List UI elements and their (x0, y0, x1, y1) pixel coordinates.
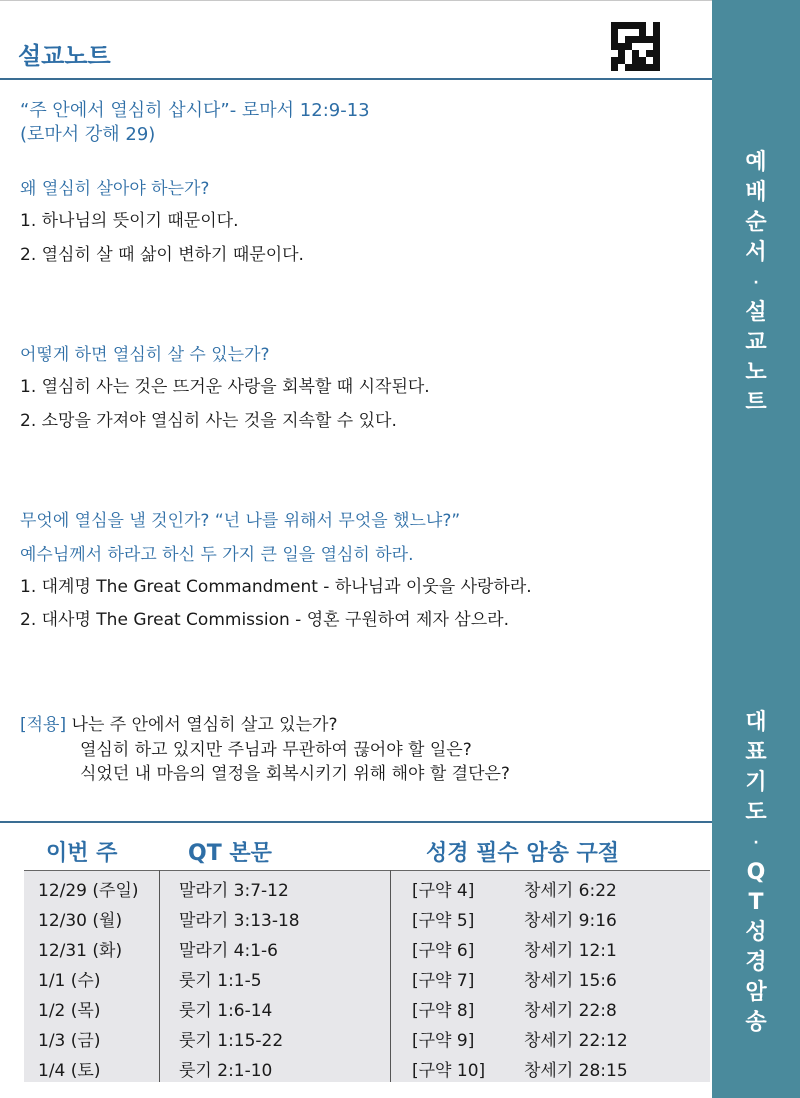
verse-number-cell: [구약 6] (412, 941, 475, 961)
question-subheading: 예수님께서 하라고 하신 두 가지 큰 일을 열심히 하라. (20, 545, 414, 565)
verse-number-cell: [구약 4] (412, 881, 475, 901)
column-header-week: 이번 주 (46, 841, 118, 866)
qr-module (611, 57, 618, 64)
qr-module (639, 64, 646, 71)
qr-module (632, 50, 639, 57)
table-row (24, 930, 710, 960)
date-cell: 1/2 (목) (38, 1001, 101, 1021)
qr-module (646, 43, 653, 50)
date-cell: 1/4 (토) (38, 1061, 101, 1081)
qr-module (611, 36, 618, 43)
qr-module (653, 50, 660, 57)
list-item: 2. 대사명 The Great Commission - 영혼 구원하여 제자 삼으라. (20, 610, 509, 630)
application-text: 식었던 내 마음의 열정을 회복시키기 위해 해야 할 결단은? (80, 764, 510, 784)
qr-module (653, 43, 660, 50)
sidebar-char: 교 (745, 330, 767, 355)
sidebar-char: 도 (745, 800, 767, 825)
qr-module (653, 29, 660, 36)
qt-passage-cell: 말라기 4:1-6 (179, 941, 278, 961)
qr-module (618, 29, 625, 36)
qr-module (646, 29, 653, 36)
question-heading: 무엇에 열심을 낼 것인가? “넌 나를 위해서 무엇을 했느냐?” (20, 511, 461, 531)
list-item: 1. 하나님의 뜻이기 때문이다. (20, 211, 239, 231)
verse-reference-cell: 창세기 6:22 (524, 881, 617, 901)
sidebar-char: · (753, 835, 759, 851)
qr-module (625, 57, 632, 64)
date-cell: 1/3 (금) (38, 1031, 101, 1051)
qr-module (653, 36, 660, 43)
table-top-border (24, 870, 710, 871)
verse-reference-cell: 창세기 22:12 (524, 1031, 628, 1051)
table-row (24, 1020, 710, 1050)
qr-module (639, 36, 646, 43)
sidebar-char: 트 (745, 390, 767, 415)
qr-module (618, 22, 625, 29)
qr-module (625, 64, 632, 71)
column-divider (390, 870, 391, 1082)
qr-module (618, 57, 625, 64)
qr-module (639, 29, 646, 36)
qr-module (632, 36, 639, 43)
column-header-memory-verse: 성경 필수 암송 구절 (426, 841, 619, 866)
date-cell: 12/29 (주일) (38, 881, 139, 901)
sidebar-char: 예 (745, 150, 767, 175)
qr-module (618, 43, 625, 50)
sidebar-bottom-label (712, 708, 800, 1038)
qr-module (646, 57, 653, 64)
qr-module (646, 22, 653, 29)
list-item: 2. 열심히 살 때 삶이 변하기 때문이다. (20, 245, 304, 265)
qr-module (639, 22, 646, 29)
qr-module (618, 64, 625, 71)
application-line (20, 710, 337, 735)
qr-module (632, 57, 639, 64)
qr-module (611, 43, 618, 50)
date-cell: 12/31 (화) (38, 941, 123, 961)
verse-number-cell: [구약 7] (412, 971, 475, 991)
column-header-qt: QT 본문 (188, 841, 272, 866)
list-item: 1. 대계명 The Great Commandment - 하나님과 이웃을 사랑하라. (20, 577, 532, 597)
sermon-title: “주 안에서 열심히 삽시다”- 로마서 12:9-13 (20, 100, 370, 121)
verse-number-cell: [구약 10] (412, 1061, 486, 1081)
sidebar-char: Q (746, 860, 766, 885)
sidebar-char: 배 (745, 180, 767, 205)
application-label: [적용] (20, 715, 67, 735)
sidebar-char: 노 (745, 360, 767, 385)
list-item: 1. 열심히 사는 것은 뜨거운 사랑을 회복할 때 시작된다. (20, 377, 430, 397)
sidebar-char: 서 (745, 240, 767, 265)
qr-module (625, 43, 632, 50)
date-cell: 1/1 (수) (38, 971, 101, 991)
qt-passage-cell: 룻기 1:15-22 (179, 1031, 284, 1051)
top-border (0, 0, 712, 1)
qr-module (653, 22, 660, 29)
question-heading: 어떻게 하면 열심히 살 수 있는가? (20, 345, 270, 365)
verse-reference-cell: 창세기 9:16 (524, 911, 617, 931)
qr-module (639, 57, 646, 64)
table-row (24, 900, 710, 930)
sidebar-char: T (748, 890, 764, 915)
sidebar-char: 설 (745, 300, 767, 325)
qr-module (632, 29, 639, 36)
verse-reference-cell: 창세기 12:1 (524, 941, 617, 961)
qt-passage-cell: 룻기 1:1-5 (179, 971, 262, 991)
verse-number-cell: [구약 9] (412, 1031, 475, 1051)
sidebar-char: 성 (745, 920, 767, 945)
sidebar-top-label (712, 148, 800, 418)
sidebar-char: 경 (745, 950, 767, 975)
verse-reference-cell: 창세기 15:6 (524, 971, 617, 991)
sidebar-char: · (753, 275, 759, 291)
qr-module (611, 29, 618, 36)
qr-module (611, 50, 618, 57)
date-cell: 12/30 (월) (38, 911, 123, 931)
page-title: 설교노트 (18, 42, 111, 70)
sidebar-char: 기 (745, 770, 767, 795)
qt-passage-cell: 룻기 2:1-10 (179, 1061, 273, 1081)
qr-module (625, 50, 632, 57)
verse-number-cell: [구약 8] (412, 1001, 475, 1021)
qr-module (653, 57, 660, 64)
sidebar-char: 송 (745, 1010, 767, 1035)
sidebar-char: 대 (745, 710, 767, 735)
qr-module (625, 36, 632, 43)
qr-module (646, 36, 653, 43)
qr-module (618, 36, 625, 43)
verse-reference-cell: 창세기 28:15 (524, 1061, 628, 1081)
qr-module (632, 43, 639, 50)
qr-module (646, 50, 653, 57)
table-row (24, 990, 710, 1020)
sermon-subtitle: (로마서 강해 29) (20, 124, 156, 145)
qt-passage-cell: 말라기 3:13-18 (179, 911, 300, 931)
application-text: 나는 주 안에서 열심히 살고 있는가? (71, 715, 338, 735)
table-divider (0, 821, 712, 823)
list-item: 2. 소망을 가져야 열심히 사는 것을 지속할 수 있다. (20, 411, 397, 431)
qr-module (625, 22, 632, 29)
schedule-table (24, 870, 710, 1082)
verse-reference-cell: 창세기 22:8 (524, 1001, 617, 1021)
table-row (24, 870, 710, 900)
qr-module (639, 43, 646, 50)
table-row (24, 960, 710, 990)
sidebar (712, 0, 800, 1098)
qr-module (618, 50, 625, 57)
qr-module (625, 29, 632, 36)
qr-module (611, 22, 618, 29)
question-heading: 왜 열심히 살아야 하는가? (20, 179, 210, 199)
qr-module (632, 22, 639, 29)
sidebar-char: 표 (745, 740, 767, 765)
qt-passage-cell: 말라기 3:7-12 (179, 881, 289, 901)
verse-number-cell: [구약 5] (412, 911, 475, 931)
sidebar-char: 암 (745, 980, 767, 1005)
application-text: 열심히 하고 있지만 주님과 무관하여 끊어야 할 일은? (80, 740, 472, 760)
sidebar-char: 순 (745, 210, 767, 235)
qr-module (639, 50, 646, 57)
qr-module (646, 64, 653, 71)
column-divider (159, 870, 160, 1082)
header-divider (0, 78, 712, 80)
qr-code-icon (611, 22, 660, 71)
qr-module (611, 64, 618, 71)
qr-module (653, 64, 660, 71)
table-row (24, 1050, 710, 1080)
qt-passage-cell: 룻기 1:6-14 (179, 1001, 273, 1021)
qr-module (632, 64, 639, 71)
